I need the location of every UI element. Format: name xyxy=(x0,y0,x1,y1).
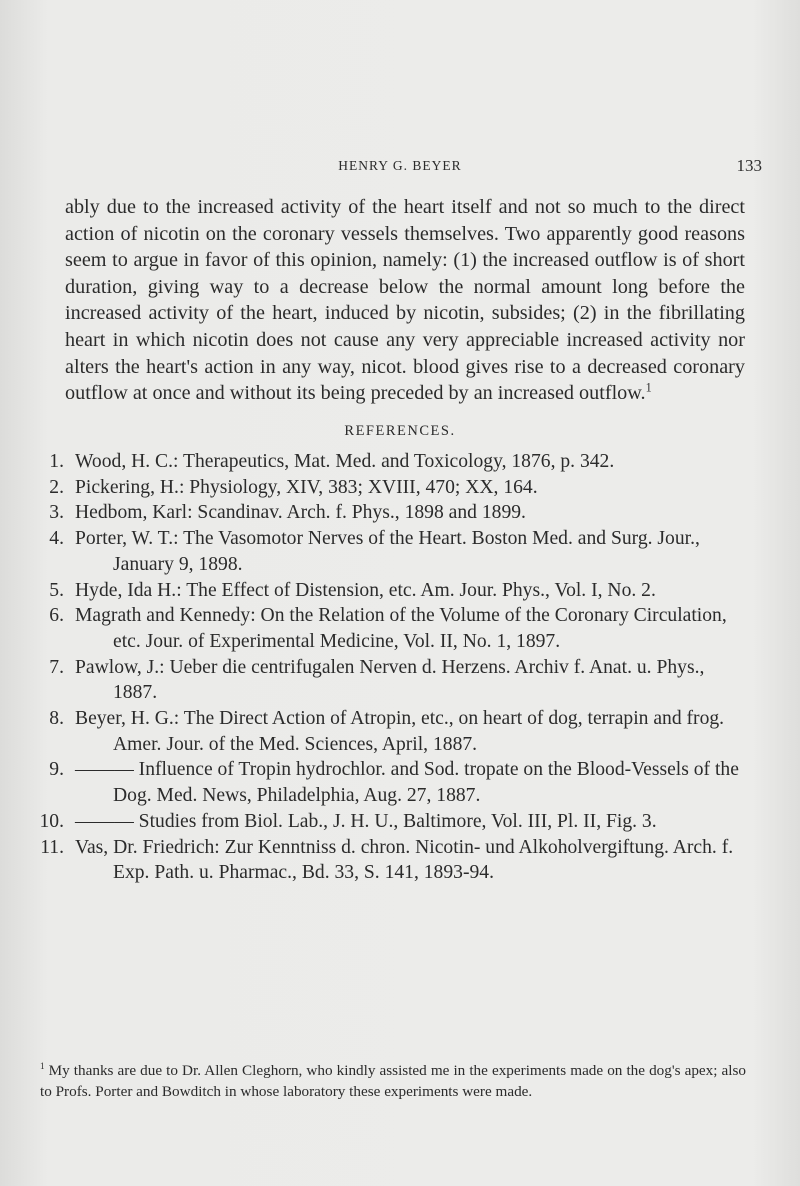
reference-text: Pawlow, J.: Ueber die centrifugalen Nerven d. Herzens. Archiv f. Anat. u. Phys., 1887. xyxy=(75,656,705,704)
reference-number: 5. xyxy=(49,579,64,601)
reference-item xyxy=(24,809,746,835)
references-list xyxy=(24,449,746,886)
body-paragraph xyxy=(65,194,745,407)
reference-item xyxy=(24,449,746,475)
reference-number: 10. xyxy=(39,810,64,832)
reference-text: ——— Studies from Biol. Lab., J. H. U., Baltimore, Vol. III, Pl. II, Fig. 3. xyxy=(75,810,657,832)
reference-text: Wood, H. C.: Therapeutics, Mat. Med. and Toxicology, 1876, p. 342. xyxy=(75,451,615,472)
references-heading: REFERENCES. xyxy=(344,423,456,439)
page-number: 133 xyxy=(736,156,762,175)
reference-item xyxy=(24,706,746,757)
reference-number: 6. xyxy=(49,605,64,627)
reference-text: Vas, Dr. Friedrich: Zur Kenntniss d. chron. Nicotin- und Alkoholvergiftung. Arch. f. Exp. Path. u. Pharmac., Bd. 33, S. 141, 1893-94. xyxy=(75,836,734,884)
reference-text: Beyer, H. G.: The Direct Action of Atropin, etc., on heart of dog, terrapin and frog. Amer. Jour. of the Med. Sciences, April, 1887. xyxy=(75,708,725,755)
reference-number: 8. xyxy=(49,708,64,730)
reference-item xyxy=(24,835,746,886)
reference-number: 2. xyxy=(49,476,64,498)
page-header xyxy=(0,156,800,178)
footnote xyxy=(40,1061,746,1102)
reference-item xyxy=(24,578,746,604)
reference-number: 9. xyxy=(49,759,64,781)
reference-item xyxy=(24,475,746,501)
reference-number: 4. xyxy=(49,528,64,550)
reference-text: ——— Influence of Tropin hydrochlor. and Sod. tropate on the Blood-Vessels of the Dog. Med. News, Philadelphia, Aug. 27, 1887. xyxy=(75,759,739,807)
reference-item xyxy=(24,526,746,577)
footnote-text: My thanks are due to Dr. Allen Cleghorn, who kindly assisted me in the experiments made on the dog's apex; also to Profs. Porter and Bowditch in whose laboratory these experiments were made. xyxy=(40,1062,747,1100)
reference-number: 3. xyxy=(49,502,64,524)
reference-text: Hedbom, Karl: Scandinav. Arch. f. Phys., 1898 and 1899. xyxy=(75,502,526,524)
reference-text: Hyde, Ida H.: The Effect of Distension, etc. Am. Jour. Phys., Vol. I, No. 2. xyxy=(75,579,656,601)
reference-item xyxy=(24,500,746,526)
reference-text: Magrath and Kennedy: On the Relation of the Volume of the Coronary Circulation, etc. Jour. of Experimental Medicine, Vol. II, No. 1, 1897. xyxy=(75,605,727,652)
reference-item xyxy=(24,603,746,654)
reference-item xyxy=(24,757,746,808)
body-paragraph-text: ably due to the increased activity of the heart itself and not so much to the direct action of nicotin on the coronary vessels themselves. Two apparently good reasons seem to argue in favor of this opinion, namely: (1) the increased outflow is of short duration, giving way to a decrease below the normal amount long before the increased activity of the heart, induced by nicotin, subsides; (2) in the fibrillating heart in which nicotin does not cause any very appreciable increased activity nor alters the heart's action in any way, nicot. blood gives rise to a decreased coronary outflow at once and without its being preceded by an increased outflow. xyxy=(65,196,745,405)
footnote-reference: 1 xyxy=(645,380,652,395)
running-head: HENRY G. BEYER xyxy=(338,158,462,173)
reference-item xyxy=(24,655,746,706)
footnote-marker: 1 xyxy=(40,1060,45,1071)
reference-text: Pickering, H.: Physiology, XIV, 383; XVIII, 470; XX, 164. xyxy=(75,476,538,498)
reference-number: 11. xyxy=(40,836,64,858)
reference-number: 1. xyxy=(49,451,64,472)
reference-text: Porter, W. T.: The Vasomotor Nerves of the Heart. Boston Med. and Surg. Jour., January 9, 1898. xyxy=(75,528,700,575)
reference-number: 7. xyxy=(49,656,64,678)
